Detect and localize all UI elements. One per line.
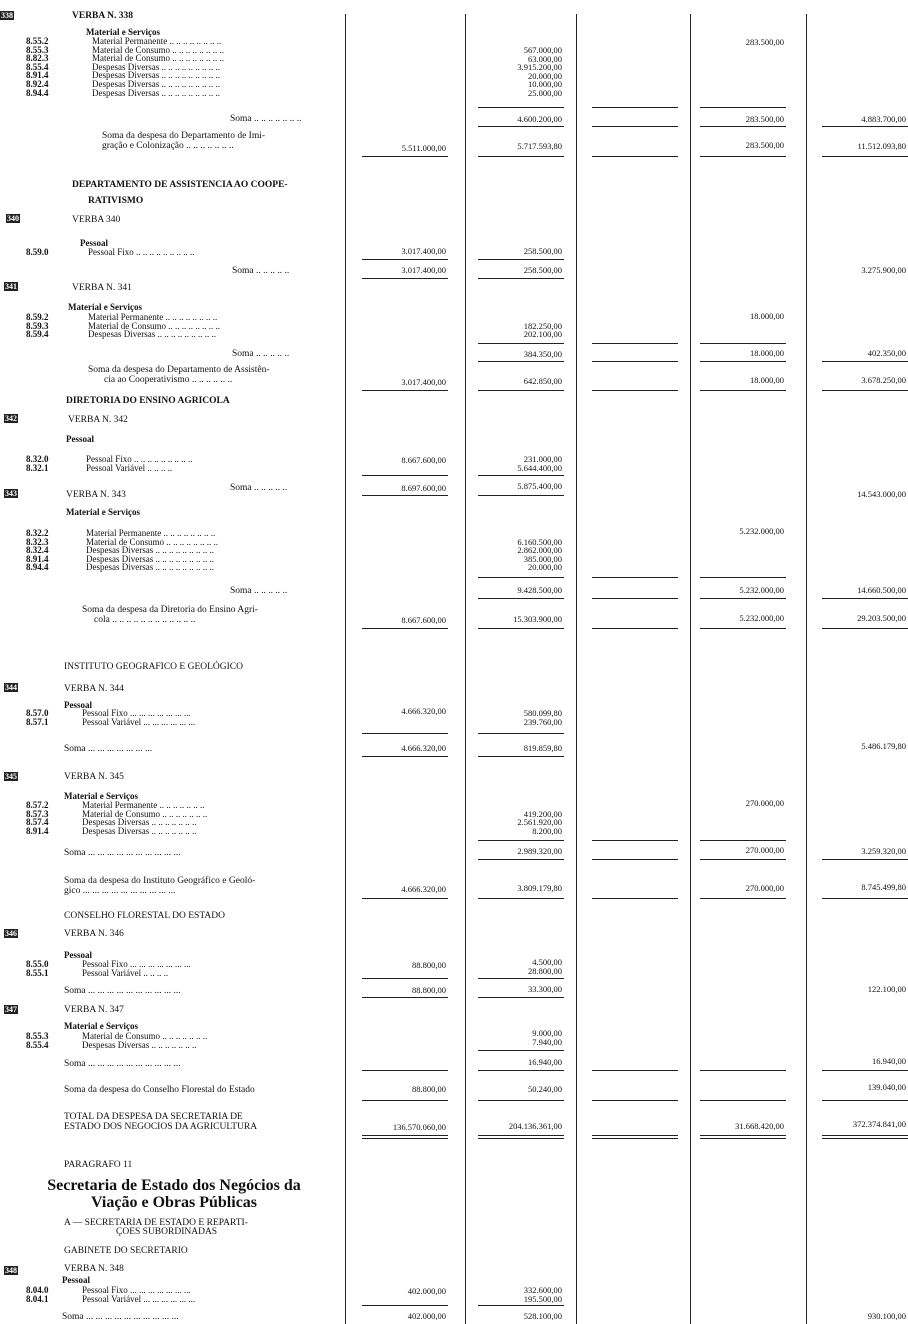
soma-col5: 122.100,00 <box>867 984 906 994</box>
total-col1: 4.666.320,00 <box>401 884 446 894</box>
verba-number: 340 <box>7 214 19 223</box>
grand-total-col1: 136.570.060,00 <box>392 1122 446 1132</box>
total-col5: 8.745.499,80 <box>861 882 906 892</box>
item-codes: 8.32.2 8.32.3 8.32.4 8.91.4 8.94.4 <box>26 528 49 573</box>
total-label: Soma da despesa da Diretoria do Ensino Agri- <box>82 605 258 615</box>
verba-title: VERBA N. 347 <box>64 1005 124 1015</box>
verba-number: 348 <box>5 1266 17 1275</box>
item-codes: 8.04.0 8.04.1 <box>26 1285 49 1304</box>
col4-value: 18.000,00 <box>750 311 784 321</box>
item-list: Pessoal Fixo ... ... ... ... ... ... ... Pessoal Variável ... ... ... ... ... ... <box>82 708 196 727</box>
verba-title: VERBA N. 348 <box>64 1264 124 1274</box>
total-col1: 8.667.600,00 <box>401 615 446 625</box>
item-codes: 8.57.0 8.57.1 <box>26 708 49 727</box>
group-label: Material e Serviços <box>68 302 142 312</box>
section-heading: GABINETE DO SECRETARIO <box>64 1246 188 1256</box>
soma-col2: 819.859,80 <box>523 743 562 753</box>
total-col1: 5.511.000,00 <box>401 143 446 153</box>
verba-title: VERBA N. 338 <box>72 11 133 21</box>
col2-values: 182.250,00 202.100,00 <box>523 320 562 340</box>
section-heading: DIRETORIA DO ENSINO AGRICOLA <box>66 396 230 406</box>
total-col1: 3.017.400,00 <box>401 377 446 387</box>
verba-number: 338 <box>1 11 13 20</box>
col2-values: 567.000,00 63.000,00 3.915.200,00 20.000,00 10.000,00 25.000,00 <box>517 45 562 98</box>
col2-values: 231.000,00 5.644.400,00 <box>517 454 562 473</box>
verba-title: VERBA N. 346 <box>64 929 124 939</box>
col2-values: 9.000,00 7.940,00 <box>532 1028 562 1047</box>
soma-col2: 4.600.200,00 <box>517 114 562 124</box>
total-col2: 50.240,00 <box>528 1084 562 1094</box>
group-label: Pessoal <box>62 1275 90 1285</box>
soma-label: Soma ... ... ... ... ... ... ... ... ... ... <box>64 1059 181 1069</box>
item-list: Material Permanente .. .. .. .. .. .. .. .. Material de Consumo .. .. .. .. .. .. .. .. Despesas Diversas .. .. .. .. .. .. .. .. .. <box>88 312 220 340</box>
section-heading: CONSELHO FLORESTAL DO ESTADO <box>64 911 225 921</box>
total-col5: 3.678.250,00 <box>861 375 906 385</box>
col1-value: 88.800,00 <box>412 960 446 970</box>
soma-label: Soma .. .. .. .. .. <box>230 483 288 493</box>
total-label: Soma da despesa do Conselho Florestal do Estado <box>64 1085 255 1095</box>
secretaria-title: Secretaria de Estado dos Negócios da Viação e Obras Públicas <box>47 1177 301 1211</box>
total-col4: 18.000,00 <box>750 375 784 385</box>
group-label: Pessoal <box>64 700 92 710</box>
item-list: Material de Consumo .. .. .. .. .. .. .. Despesas Diversas .. .. .. .. .. .. .. <box>82 1031 208 1050</box>
item-codes: 8.57.2 8.57.3 8.57.4 8.91.4 <box>26 800 49 836</box>
total-col5: 139.040,00 <box>867 1082 906 1092</box>
col2-values: 419.200,00 2.561.920,00 8.200,00 <box>517 808 562 836</box>
item-list: Pessoal Fixo ... ... ... ... ... ... ... Pessoal Variável .. .. .. .. <box>82 959 191 978</box>
soma-col2: 2.989.320,00 <box>517 846 562 856</box>
soma-col5: 14.543.000,00 <box>857 489 906 499</box>
section-heading: RATIVISMO <box>88 196 144 206</box>
column-rule <box>576 14 577 1324</box>
total-col1: 88.800,00 <box>412 1084 446 1094</box>
soma-col1: 88.800,00 <box>412 985 446 995</box>
grand-total-label: ESTADO DOS NEGOCIOS DA AGRICULTURA <box>64 1122 258 1132</box>
group-label: Material e Serviços <box>66 507 140 517</box>
soma-label: Soma ... ... ... ... ... ... ... ... ... ... <box>62 1312 179 1322</box>
total-col4: 5.232.000,00 <box>739 613 784 623</box>
total-label: gração e Colonização .. .. .. .. .. .. .. <box>102 141 234 151</box>
col1-value: 4.666.320,00 <box>401 706 446 716</box>
total-col4: 283.500,00 <box>745 140 784 150</box>
soma-col5: 930.100,00 <box>867 1311 906 1321</box>
soma-label: Soma .. .. .. .. .. <box>230 586 288 596</box>
grand-total-col4: 31.668.420,00 <box>735 1121 784 1131</box>
subsection-heading: ÇOES SUBORDINADAS <box>116 1227 218 1237</box>
item-list: Material Permanente .. .. .. .. .. .. .. .. Material de Consumo .. .. .. .. .. .. .. .. Despesas Diversas .. .. .. .. .. .. .. .. .. Despesas Diversas .. .. .. .. .. .. .. .. .. Despesas Diversas .. .. .. .. .. .. .. .. .. <box>86 528 218 573</box>
group-label: Material e Serviços <box>64 791 138 801</box>
soma-col1: 4.666.320,00 <box>401 743 446 753</box>
group-label: Material e Serviços <box>86 27 160 37</box>
col1-value: 3.017.400,00 <box>401 246 446 256</box>
soma-col5: 3.275.900,00 <box>861 265 906 275</box>
soma-col2: 33.300,00 <box>528 984 562 994</box>
total-label: gico ... ... ... ... ... ... ... ... ... ... <box>64 886 176 896</box>
item-list: Pessoal Fixo ... ... ... ... ... ... ... Pessoal Variável ... ... ... ... ... ... <box>82 1285 196 1304</box>
total-col4: 270.000,00 <box>745 883 784 893</box>
verba-number: 343 <box>5 489 17 498</box>
verba-title: VERBA N. 341 <box>72 283 132 293</box>
soma-col5: 3.259.320,00 <box>861 846 906 856</box>
item-list: Material Permanente .. .. .. .. .. .. .. .. Material de Consumo .. .. .. .. .. .. .. .. Material de Consumo .. .. .. .. .. .. .. .. Despesas Diversas .. .. .. .. .. .. .. .. .. Despesas Diversas .. .. .. .. .. .. .. .. .. Despesas Diversas .. .. .. .. .. .. .. .. .. Despesas Diversas .. .. .. .. .. .. .. .. .. <box>92 36 224 98</box>
col2-value: 258.500,00 <box>523 246 562 256</box>
col2-values: 332.600,00 195.500,00 <box>523 1285 562 1304</box>
group-label: Pessoal <box>64 950 92 960</box>
total-col2: 642.850,00 <box>523 376 562 386</box>
soma-label: Soma .. .. .. .. .. <box>232 349 290 359</box>
soma-col5: 5.486.179,80 <box>861 741 906 751</box>
total-col2: 5.717.593,80 <box>517 141 562 151</box>
verba-title: VERBA N. 342 <box>68 415 128 425</box>
total-label: Soma da despesa do Departamento de Assistên- <box>88 365 270 375</box>
column-rule <box>345 14 346 1324</box>
col2-values: 6.160.500,00 2.862.000,00 385.000,00 20.000,00 <box>517 536 562 573</box>
soma-col4: 18.000,00 <box>750 348 784 358</box>
verba-title: VERBA N. 345 <box>64 772 124 782</box>
verba-number: 347 <box>5 1005 17 1014</box>
soma-col1: 8.697.600,00 <box>401 483 446 493</box>
verba-number: 344 <box>5 683 17 692</box>
total-label: cia ao Cooperativismo .. .. .. .. .. .. <box>104 375 233 385</box>
group-label: Pessoal <box>66 434 94 444</box>
verba-title: VERBA N. 344 <box>64 684 124 694</box>
item-codes: 8.32.0 8.32.1 <box>26 454 49 473</box>
total-label: cola .. .. .. .. .. .. .. .. .. .. .. .. <box>94 615 196 625</box>
verba-number: 346 <box>5 929 17 938</box>
verba-title: VERBA 340 <box>72 215 121 225</box>
verba-number: 342 <box>5 414 17 423</box>
grand-total-col2: 204.136.361,00 <box>508 1121 562 1131</box>
col1-value: 402.000,00 <box>407 1286 446 1296</box>
total-label: Soma da despesa do Departamento de Imi- <box>102 131 266 141</box>
column-rule <box>690 14 691 1324</box>
item-list: Material Permanente .. .. .. .. .. .. .. Material de Consumo .. .. .. .. .. .. .. Despesas Diversas .. .. .. .. .. .. .. Despesas Diversas .. .. .. .. .. .. .. <box>82 800 208 836</box>
col2-values: 580.099,80 239.760,00 <box>523 708 562 727</box>
item-list: Pessoal Fixo .. .. .. .. .. .. .. .. .. Pessoal Variável .. .. .. .. <box>86 454 193 473</box>
col4-value: 283.500,00 <box>745 37 784 47</box>
soma-col2: 384.350,00 <box>523 349 562 359</box>
verba-number: 345 <box>5 772 17 781</box>
soma-col2: 5.875.400,00 <box>517 481 562 491</box>
subsection-heading: A — SECRETARIA DE ESTADO E REPARTI- <box>64 1218 248 1228</box>
soma-col4: 5.232.000,00 <box>739 585 784 595</box>
item-codes: 8.55.3 8.55.4 <box>26 1031 49 1050</box>
col1-value: 8.667.600,00 <box>401 455 446 465</box>
item-codes: 8.55.0 8.55.1 <box>26 959 49 978</box>
verba-title: VERBA N. 343 <box>66 490 126 500</box>
soma-col1: 3.017.400,00 <box>401 265 446 275</box>
grand-total-col5: 372.374.841,00 <box>852 1119 906 1129</box>
group-label: Material e Serviços <box>64 1021 138 1031</box>
column-rule <box>465 14 466 1324</box>
soma-label: Soma ... ... ... ... ... ... ... ... ... ... <box>64 986 181 996</box>
soma-col2: 16.940,00 <box>528 1057 562 1067</box>
section-heading: INSTITUTO GEOGRAFICO E GEOLÓGICO <box>64 662 243 672</box>
total-col5: 11.512.093,80 <box>857 141 906 151</box>
soma-label: Soma ... ... ... ... ... ... ... ... ... ... <box>64 848 181 858</box>
item-list: Pessoal Fixo .. .. .. .. .. .. .. .. .. <box>88 247 195 257</box>
col4-value: 270.000,00 <box>745 798 784 808</box>
soma-label: Soma .. .. .. .. .. <box>232 266 290 276</box>
item-codes: 8.59.2 8.59.3 8.59.4 <box>26 312 49 340</box>
soma-col2: 258.500,00 <box>523 265 562 275</box>
total-col2: 3.809.179,80 <box>517 883 562 893</box>
column-rule <box>806 14 807 1324</box>
grand-total-label: TOTAL DA DESPESA DA SECRETARIA DE <box>64 1112 243 1122</box>
col4-value: 5.232.000,00 <box>739 526 784 536</box>
group-label: Pessoal <box>80 238 108 248</box>
soma-col2: 9.428.500,00 <box>517 585 562 595</box>
soma-col4: 283.500,00 <box>745 114 784 124</box>
soma-label: Soma ... ... ... ... ... ... ... <box>64 744 153 754</box>
total-col5: 29.203.500,00 <box>857 613 906 623</box>
item-code: 8.59.0 <box>26 247 49 257</box>
total-label: Soma da despesa do Instituto Geográfico e Geoló- <box>64 876 256 886</box>
item-codes: 8.55.2 8.55.3 8.82.3 8.55.4 8.91.4 8.92.4 8.94.4 <box>26 36 49 98</box>
total-col2: 15.303.900,00 <box>513 614 562 624</box>
soma-col5: 14.660.500,00 <box>857 585 906 595</box>
soma-col5: 4.883.700,00 <box>861 114 906 124</box>
soma-col2: 528.100,00 <box>523 1311 562 1321</box>
soma-col5: 402.350,00 <box>867 348 906 358</box>
soma-label: Soma .. .. .. .. .. .. .. <box>230 114 302 124</box>
soma-col4: 270.000,00 <box>745 845 784 855</box>
verba-number: 341 <box>5 282 17 291</box>
col2-values: 4.500,00 28.800,00 <box>528 957 562 976</box>
soma-col1: 402.000,00 <box>407 1311 446 1321</box>
section-heading: DEPARTAMENTO DE ASSISTENCIA AO COOPE- <box>72 180 288 190</box>
paragraph-heading: PARAGRAFO 11 <box>64 1160 133 1170</box>
soma-col5: 16.940,00 <box>872 1056 906 1066</box>
